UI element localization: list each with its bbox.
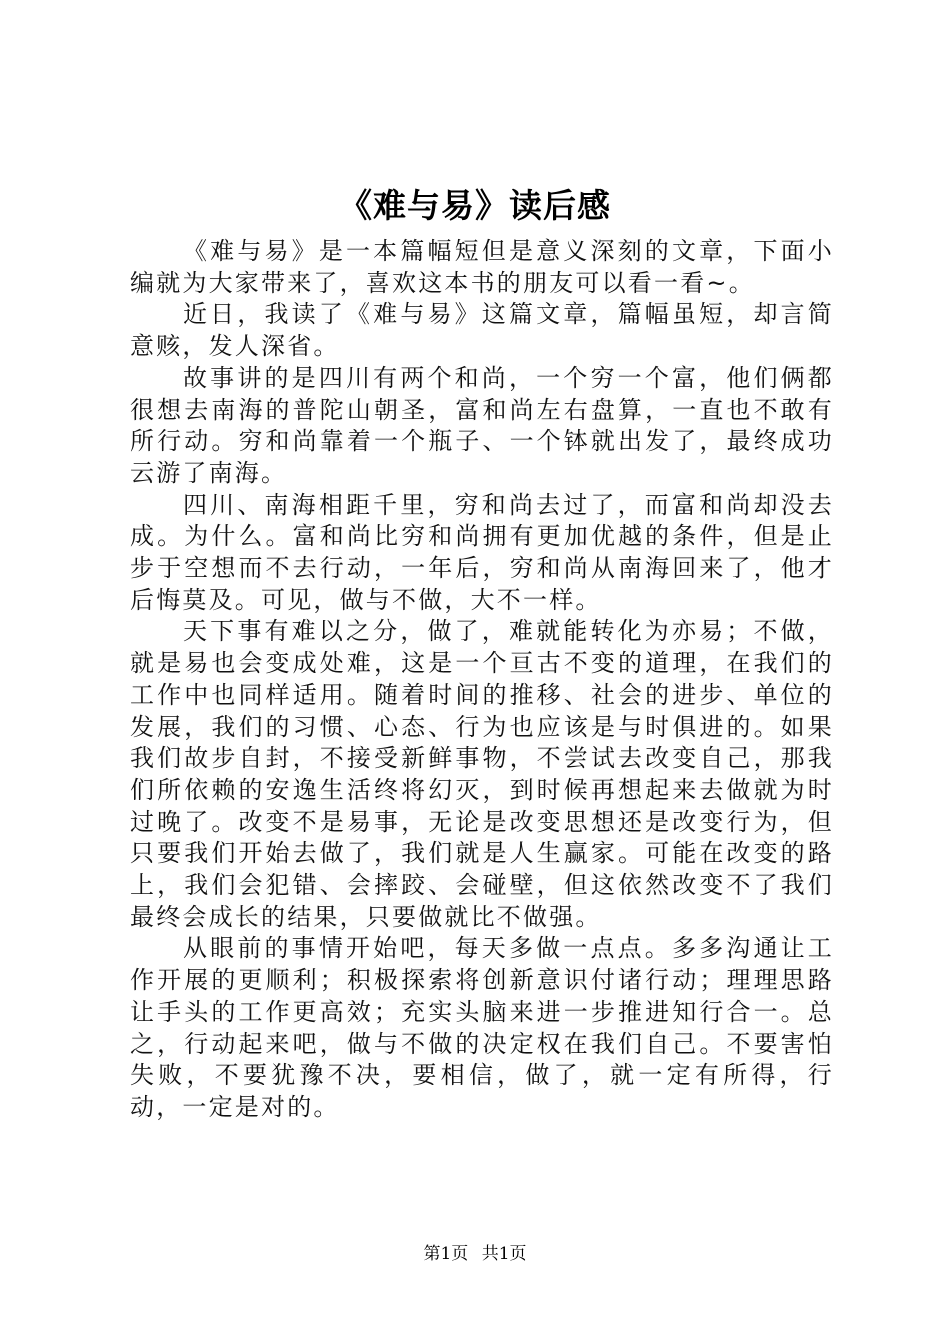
paragraph-story: 故事讲的是四川有两个和尚，一个穷一个富，他们俩都很想去南海的普陀山朝圣，富和尚左右盘算，一直也不敢有所行动。穷和尚靠着一个瓶子、一个钵就出发了，最终成功云游了南海。 [130, 363, 834, 487]
paragraph-conclusion: 从眼前的事情开始吧，每天多做一点点。多多沟通让工作开展的更顺利；积极探索将创新意识付诸行动；理理思路让手头的工作更高效；充实头脑来进一步推进知行合一。总之，行动起来吧，做与不做的决定权在我们自己。不要害怕失败，不要犹豫不决，要相信，做了，就一定有所得，行动，一定是对的。 [130, 934, 834, 1121]
document-body [130, 236, 834, 1124]
page-number: 第1页 [423, 1244, 469, 1264]
page-footer [0, 1242, 950, 1266]
paragraph-why: 四川、南海相距千里，穷和尚去过了，而富和尚却没去成。为什么。富和尚比穷和尚拥有更加优越的条件，但是止步于空想而不去行动，一年后，穷和尚从南海回来了，他才后悔莫及。可见，做与不做，大不一样。 [130, 490, 834, 614]
paragraph-recent-reading: 近日，我读了《难与易》这篇文章，篇幅虽短，却言简意赅，发人深省。 [130, 300, 834, 361]
paragraph-intro: 《难与易》是一本篇幅短但是意义深刻的文章，下面小编就为大家带来了，喜欢这本书的朋友可以看一看~。 [130, 237, 834, 297]
paragraph-difficulty-and-ease: 天下事有难以之分，做了，难就能转化为亦易；不做，就是易也会变成处难，这是一个亘古不变的道理，在我们的工作中也同样适用。随着时间的推移、社会的进步、单位的发展，我们的习惯、心态、行为也应该是与时俱进的。如果我们故步自封，不接受新鲜事物，不尝试去改变自己，那我们所依赖的安逸生活终将幻灭，到时候再想起来去做就为时过晚了。改变不是易事，无论是改变思想还是改变行为，但只要我们开始去做了，我们就是人生赢家。可能在改变的路上，我们会犯错、会摔跤、会碰壁，但这依然改变不了我们最终会成长的结果，只要做就比不做强。 [130, 617, 834, 931]
document-title: 《难与易》读后感 [339, 186, 611, 225]
page-total: 共1页 [481, 1244, 527, 1264]
